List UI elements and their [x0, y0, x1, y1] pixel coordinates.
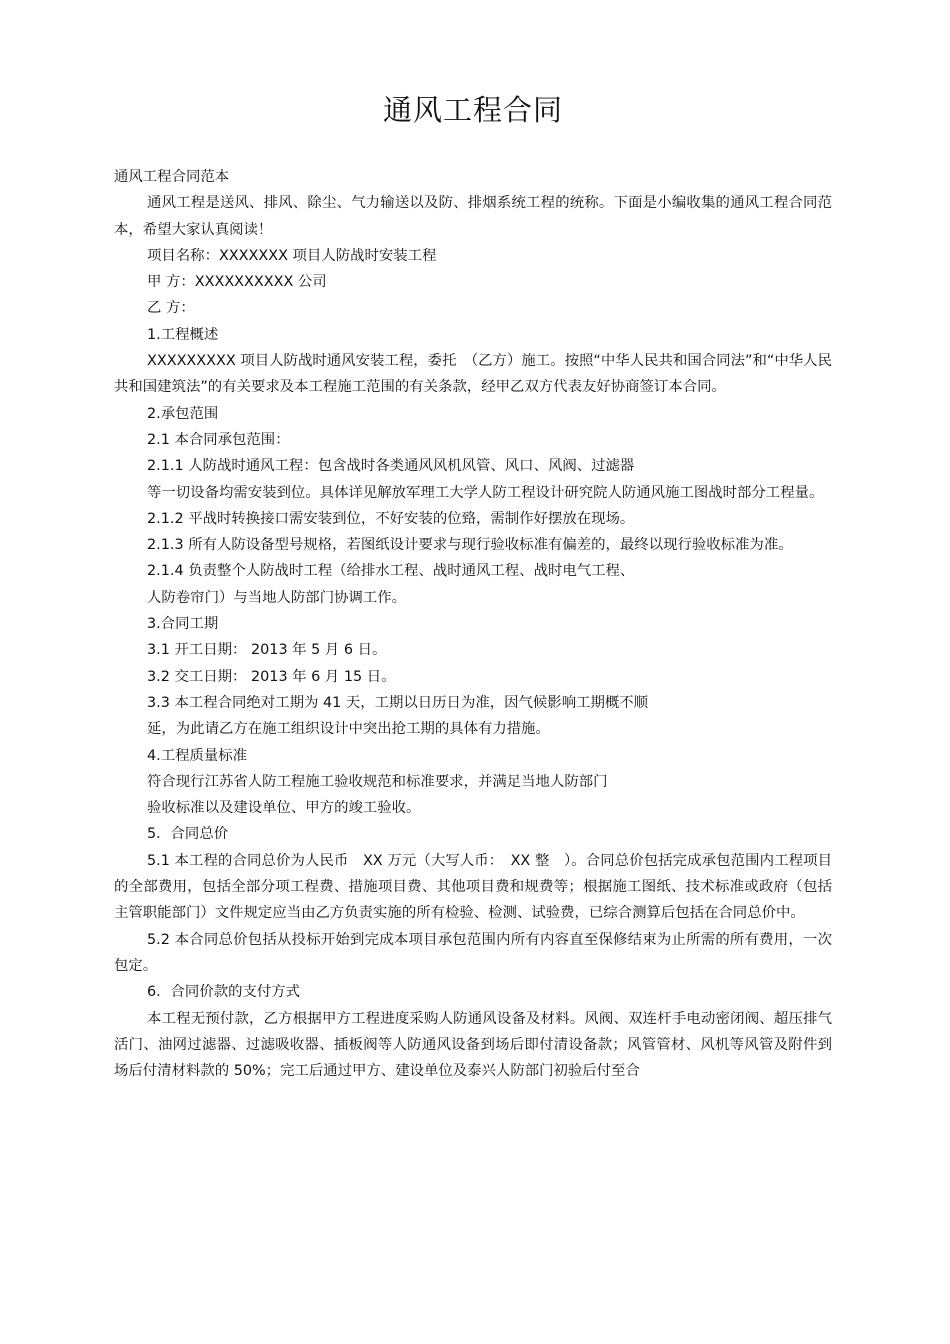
section-heading-quality: 4.工程质量标准: [147, 747, 248, 764]
document-title: 通风工程合同: [382, 93, 563, 127]
quality-paragraph-continued: 验收标准以及建设单位、甲方的竣工验收。: [147, 800, 421, 817]
party-a-line: 甲 方：XXXXXXXXXX 公司: [147, 274, 327, 291]
quality-paragraph: 符合现行江苏省人防工程施工验收规范和标准要求，并满足当地人防部门: [147, 773, 608, 790]
party-b-line: 乙 方：: [147, 300, 195, 317]
overview-paragraph: XXXXXXXXX 项目人防战时通风安装工程，委托 （乙方）施工。按照“中华人民共和国合同法”和“中华人民共和国建筑法”的有关要求及本工程施工范围的有关条款，经甲乙双方代表友好协商签订本合同。: [114, 353, 832, 396]
schedule-duration-continued: 延，为此请乙方在施工组织设计中突出抢工期的具体有力措施。: [147, 721, 550, 738]
scope-2-1-4-continued: 人防卷帘门）与当地人防部门协调工作。: [147, 589, 407, 606]
section-heading-schedule: 3.合同工期: [147, 616, 219, 633]
scope-2-1-4: 2.1.4 负责整个人防战时工程（给排水工程、战时通风工程、战时电气工程、: [147, 563, 635, 580]
price-5-1: 5.1 本工程的合同总价为人民币 XX 万元（大写人币： XX 整 ）。合同总价包括完成承包范围内工程项目的全部费用，包括全部分项工程费、措施项目费、其他项目费和规费等；根据施工图纸、技术标准或政府（包括主管职能部门）文件规定应当由乙方负责实施的所有检验、检测、试验费，已综合测算后包括在合同总价中。: [114, 852, 832, 922]
project-name-line: 项目名称：XXXXXXX 项目人防战时安装工程: [147, 247, 437, 264]
scope-2-1-3: 2.1.3 所有人防设备型号规格，若图纸设计要求与现行验收标准有偏差的，最终以现行验收标准为准。: [147, 537, 793, 554]
scope-2-1: 2.1 本合同承包范围：: [147, 431, 290, 448]
intro-paragraph: 通风工程是送风、排风、除尘、气力输送以及防、排烟系统工程的统称。下面是小编收集的通风工程合同范本，希望大家认真阅读！: [114, 195, 832, 238]
section-heading-price: 5．合同总价: [147, 826, 229, 843]
schedule-end-date: 3.2 交工日期： 2013 年 6 月 15 日。: [147, 668, 396, 685]
price-5-2: 5.2 本合同总价包括从投标开始到完成本项目承包范围内所有内容直至保修结束为止所需的所有费用，一次包定。: [114, 931, 832, 974]
schedule-duration: 3.3 本工程合同绝对工期为 41 天，工期以日历日为准，因气候影响工期概不顺: [147, 694, 649, 711]
payment-paragraph: 本工程无预付款，乙方根据甲方工程进度采购人防通风设备及材料。风阀、双连杆手电动密闭阀、超压排气活门、油网过滤器、过滤吸收器、插板阀等人防通风设备到场后即付清设备款；风管管材、风机等风管及附件到场后付清材料款的 50%；完工后通过甲方、建设单位及泰兴人防部门初验后付至合: [114, 1010, 832, 1080]
scope-2-1-1-continued: 等一切设备均需安装到位。具体详见解放军理工大学人防工程设计研究院人防通风施工图战时部分工程量。: [147, 484, 824, 501]
subtitle-paragraph: 通风工程合同范本: [114, 169, 230, 185]
schedule-start-date: 3.1 开工日期： 2013 年 5 月 6 日。: [147, 642, 387, 659]
section-heading-overview: 1.工程概述: [147, 326, 219, 343]
section-heading-payment: 6．合同价款的支付方式: [147, 984, 301, 1001]
scope-2-1-1: 2.1.1 人防战时通风工程：包含战时各类通风风机风管、风口、风阀、过滤器: [147, 458, 635, 475]
section-heading-scope: 2.承包范围: [147, 405, 219, 422]
scope-2-1-2: 2.1.2 平战时转换接口需安装到位，不好安装的位臵，需制作好摆放在现场。: [147, 510, 635, 527]
